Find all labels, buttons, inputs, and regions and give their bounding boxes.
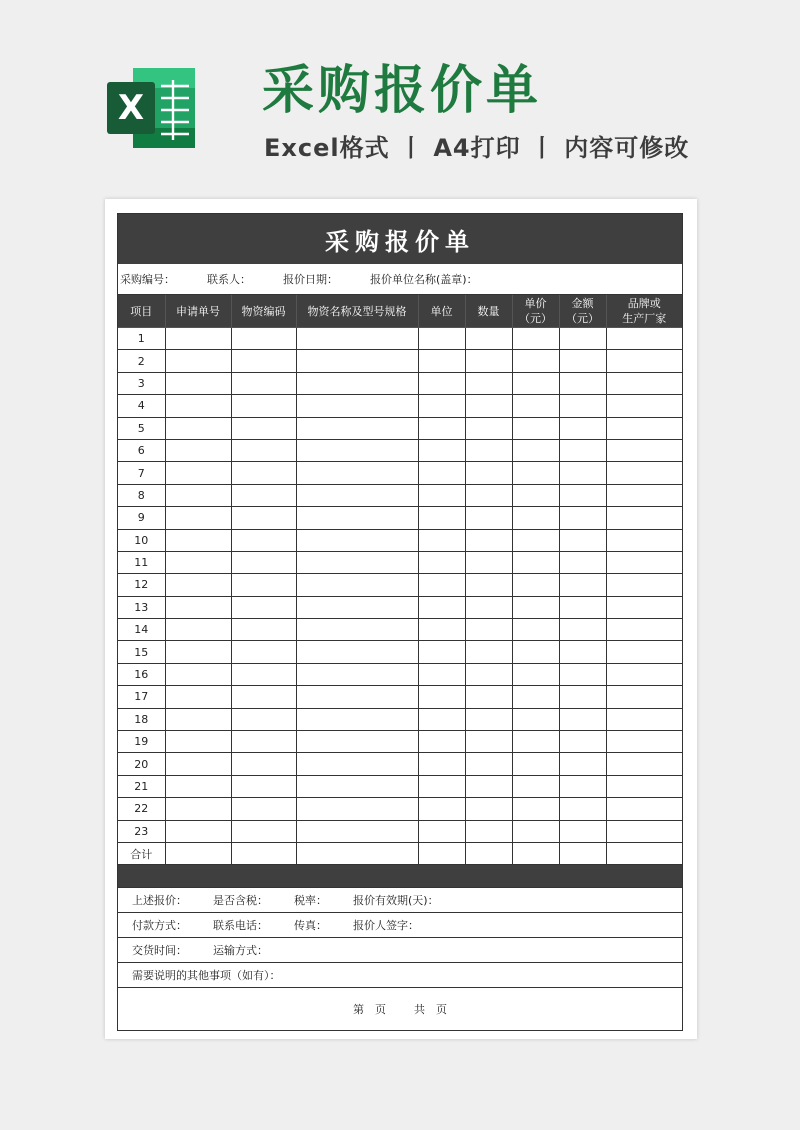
table-cell[interactable]	[418, 775, 465, 797]
table-cell[interactable]	[231, 484, 296, 506]
table-cell[interactable]	[165, 820, 231, 842]
table-row	[118, 484, 682, 506]
table-cell[interactable]	[165, 641, 231, 663]
table-cell[interactable]	[512, 439, 559, 461]
table-row	[118, 350, 682, 372]
row-number: 11	[118, 551, 165, 573]
table-cell[interactable]	[165, 417, 231, 439]
row-number: 10	[118, 529, 165, 551]
table-cell[interactable]	[231, 395, 296, 417]
column-header-line2: 生产厂家	[622, 312, 667, 325]
table-cell[interactable]	[231, 820, 296, 842]
table-cell[interactable]	[559, 775, 606, 797]
total-cell[interactable]	[512, 842, 559, 864]
table-cell[interactable]	[559, 507, 606, 529]
row-number: 20	[118, 753, 165, 775]
total-cell[interactable]	[606, 842, 682, 864]
table-cell[interactable]	[559, 798, 606, 820]
footer-field[interactable]: 联系电话：	[213, 919, 268, 933]
table-cell[interactable]	[559, 439, 606, 461]
table-cell[interactable]	[165, 507, 231, 529]
table-cell[interactable]	[231, 350, 296, 372]
page-numbers	[118, 987, 682, 1030]
quote-sheet	[117, 213, 683, 1031]
table-cell[interactable]	[296, 619, 418, 641]
table-cell[interactable]	[512, 798, 559, 820]
row-number: 12	[118, 574, 165, 596]
column-header-line1: 项目	[130, 304, 153, 318]
table-cell[interactable]	[231, 574, 296, 596]
table-cell[interactable]	[296, 395, 418, 417]
table-cell[interactable]	[606, 439, 682, 461]
table-cell[interactable]	[165, 328, 231, 350]
table-row	[118, 753, 682, 775]
table-cell[interactable]	[606, 820, 682, 842]
column-header-line1: 单价	[524, 297, 547, 310]
info-company[interactable]: 报价单位名称(盖章)：	[370, 273, 478, 286]
table-cell[interactable]	[165, 551, 231, 573]
table-cell[interactable]	[559, 708, 606, 730]
table-cell[interactable]	[231, 462, 296, 484]
table-cell[interactable]	[512, 462, 559, 484]
table-row	[118, 798, 682, 820]
table-cell[interactable]	[296, 574, 418, 596]
total-row	[118, 842, 682, 864]
table-cell[interactable]	[465, 686, 512, 708]
table-cell[interactable]	[231, 619, 296, 641]
total-cell[interactable]	[231, 842, 296, 864]
column-header	[165, 295, 231, 328]
row-number: 19	[118, 731, 165, 753]
footer-field[interactable]: 是否含税：	[213, 894, 268, 908]
page-total: 共 页	[414, 1003, 447, 1017]
table-cell[interactable]	[465, 328, 512, 350]
table-cell[interactable]	[418, 686, 465, 708]
column-header	[606, 295, 682, 328]
table-row	[118, 507, 682, 529]
table-cell[interactable]	[512, 619, 559, 641]
table-cell[interactable]	[296, 484, 418, 506]
table-cell[interactable]	[231, 596, 296, 618]
table-row	[118, 663, 682, 685]
table-cell[interactable]	[512, 328, 559, 350]
svg-text:X: X	[117, 88, 145, 128]
table-cell[interactable]	[165, 350, 231, 372]
table-cell[interactable]	[296, 462, 418, 484]
column-header-line1: 品牌或	[627, 297, 661, 310]
row-number: 17	[118, 686, 165, 708]
table-cell[interactable]	[606, 507, 682, 529]
items-table	[118, 295, 682, 865]
table-cell[interactable]	[165, 439, 231, 461]
table-cell[interactable]	[512, 596, 559, 618]
row-number: 15	[118, 641, 165, 663]
table-cell[interactable]	[512, 641, 559, 663]
total-cell[interactable]	[296, 842, 418, 864]
column-header	[512, 295, 559, 328]
table-cell[interactable]	[606, 350, 682, 372]
footer-field[interactable]: 需要说明的其他事项（如有）：	[132, 969, 281, 983]
table-cell[interactable]	[231, 798, 296, 820]
table-cell[interactable]	[231, 417, 296, 439]
table-cell[interactable]	[606, 484, 682, 506]
table-cell[interactable]	[418, 328, 465, 350]
table-row	[118, 775, 682, 797]
table-cell[interactable]	[231, 708, 296, 730]
table-cell[interactable]	[559, 350, 606, 372]
footer-field[interactable]: 付款方式：	[132, 919, 187, 933]
table-cell[interactable]	[465, 753, 512, 775]
paper	[105, 199, 697, 1039]
table-cell[interactable]	[418, 596, 465, 618]
sheet-title: 采购报价单	[118, 214, 682, 264]
table-cell[interactable]	[165, 775, 231, 797]
table-cell[interactable]	[418, 484, 465, 506]
table-cell[interactable]	[606, 551, 682, 573]
table-cell[interactable]	[418, 753, 465, 775]
table-cell[interactable]	[512, 731, 559, 753]
footer-field[interactable]: 传真：	[294, 919, 327, 933]
table-cell[interactable]	[418, 507, 465, 529]
table-cell[interactable]	[512, 775, 559, 797]
info-row	[118, 264, 682, 295]
table-cell[interactable]	[231, 775, 296, 797]
table-cell[interactable]	[296, 417, 418, 439]
table-cell[interactable]	[296, 663, 418, 685]
table-cell[interactable]	[165, 798, 231, 820]
footer-field[interactable]: 上述报价：	[132, 894, 187, 908]
table-cell[interactable]	[465, 708, 512, 730]
table-cell[interactable]	[512, 417, 559, 439]
table-cell[interactable]	[606, 686, 682, 708]
table-cell[interactable]	[465, 574, 512, 596]
table-cell[interactable]	[296, 328, 418, 350]
table-cell[interactable]	[465, 395, 512, 417]
table-cell[interactable]	[165, 574, 231, 596]
table-cell[interactable]	[231, 686, 296, 708]
table-cell[interactable]	[465, 775, 512, 797]
row-number: 14	[118, 619, 165, 641]
table-cell[interactable]	[231, 753, 296, 775]
table-cell[interactable]	[465, 641, 512, 663]
table-cell[interactable]	[418, 574, 465, 596]
column-header-line2: （元）	[519, 312, 552, 325]
row-number: 7	[118, 462, 165, 484]
row-number: 23	[118, 820, 165, 842]
table-cell[interactable]	[559, 596, 606, 618]
table-cell[interactable]	[606, 663, 682, 685]
table-row	[118, 417, 682, 439]
table-cell[interactable]	[165, 395, 231, 417]
table-cell[interactable]	[512, 753, 559, 775]
table-cell[interactable]	[296, 529, 418, 551]
table-cell[interactable]	[296, 596, 418, 618]
footer-row	[118, 887, 682, 912]
table-cell[interactable]	[231, 731, 296, 753]
table-cell[interactable]	[231, 328, 296, 350]
table-cell[interactable]	[296, 798, 418, 820]
table-cell[interactable]	[512, 686, 559, 708]
footer-row	[118, 912, 682, 937]
table-cell[interactable]	[165, 708, 231, 730]
column-header	[418, 295, 465, 328]
table-cell[interactable]	[296, 820, 418, 842]
total-cell[interactable]	[465, 842, 512, 864]
table-cell[interactable]	[165, 462, 231, 484]
table-cell[interactable]	[465, 731, 512, 753]
footer-field[interactable]: 税率：	[294, 894, 327, 908]
column-header	[296, 295, 418, 328]
table-cell[interactable]	[418, 439, 465, 461]
info-contact[interactable]: 联系人：	[207, 273, 251, 286]
row-number: 6	[118, 439, 165, 461]
table-cell[interactable]	[231, 663, 296, 685]
table-cell[interactable]	[559, 372, 606, 394]
table-cell[interactable]	[296, 350, 418, 372]
column-header-line1: 物资编码	[241, 304, 286, 318]
table-cell[interactable]	[606, 462, 682, 484]
table-cell[interactable]	[165, 596, 231, 618]
column-header	[559, 295, 606, 328]
table-cell[interactable]	[606, 574, 682, 596]
page-current: 第 页	[353, 1003, 386, 1017]
info-purchase-no[interactable]: 采购编号：	[120, 273, 175, 286]
table-header	[118, 295, 682, 328]
table-cell[interactable]	[559, 328, 606, 350]
table-cell[interactable]	[418, 372, 465, 394]
table-cell[interactable]	[559, 686, 606, 708]
table-cell[interactable]	[465, 820, 512, 842]
table-cell[interactable]	[606, 798, 682, 820]
column-header-line2: （元）	[566, 312, 599, 325]
table-row	[118, 619, 682, 641]
table-cell[interactable]	[465, 462, 512, 484]
table-cell[interactable]	[606, 417, 682, 439]
total-cell[interactable]	[559, 842, 606, 864]
table-cell[interactable]	[559, 395, 606, 417]
table-cell[interactable]	[559, 753, 606, 775]
excel-icon	[103, 58, 203, 158]
table-row	[118, 708, 682, 730]
table-cell[interactable]	[512, 372, 559, 394]
table-cell[interactable]	[418, 798, 465, 820]
table-cell[interactable]	[165, 372, 231, 394]
table-cell[interactable]	[606, 372, 682, 394]
column-header	[118, 295, 165, 328]
table-row	[118, 395, 682, 417]
table-cell[interactable]	[165, 619, 231, 641]
table-cell[interactable]	[418, 462, 465, 484]
table-cell[interactable]	[418, 350, 465, 372]
table-cell[interactable]	[296, 372, 418, 394]
table-cell[interactable]	[418, 641, 465, 663]
table-cell[interactable]	[606, 731, 682, 753]
table-cell[interactable]	[231, 439, 296, 461]
column-header	[465, 295, 512, 328]
table-row	[118, 641, 682, 663]
table-cell[interactable]	[559, 663, 606, 685]
table-row	[118, 462, 682, 484]
table-row	[118, 574, 682, 596]
total-cell[interactable]	[418, 842, 465, 864]
row-number: 5	[118, 417, 165, 439]
table-cell[interactable]	[606, 395, 682, 417]
column-header-line1: 申请单号	[176, 304, 220, 318]
table-cell[interactable]	[418, 708, 465, 730]
table-cell[interactable]	[512, 820, 559, 842]
banner-subtitle: Excel格式 丨 A4打印 丨 内容可修改	[264, 134, 690, 162]
table-cell[interactable]	[418, 529, 465, 551]
table-cell[interactable]	[606, 775, 682, 797]
footer-row	[118, 962, 682, 987]
table-cell[interactable]	[512, 708, 559, 730]
table-row	[118, 529, 682, 551]
banner-title: 采购报价单	[262, 61, 543, 121]
table-cell[interactable]	[296, 551, 418, 573]
table-cell[interactable]	[606, 596, 682, 618]
column-header	[231, 295, 296, 328]
dark-band	[118, 865, 682, 887]
table-cell[interactable]	[512, 507, 559, 529]
row-number: 2	[118, 350, 165, 372]
table-cell[interactable]	[165, 484, 231, 506]
row-number: 18	[118, 708, 165, 730]
table-cell[interactable]	[559, 820, 606, 842]
table-row	[118, 551, 682, 573]
row-number: 13	[118, 596, 165, 618]
table-cell[interactable]	[418, 820, 465, 842]
table-cell[interactable]	[165, 663, 231, 685]
table-cell[interactable]	[512, 529, 559, 551]
table-cell[interactable]	[465, 529, 512, 551]
table-cell[interactable]	[559, 551, 606, 573]
row-number: 9	[118, 507, 165, 529]
table-row	[118, 820, 682, 842]
table-cell[interactable]	[559, 574, 606, 596]
table-cell[interactable]	[465, 596, 512, 618]
table-cell[interactable]	[559, 417, 606, 439]
row-number: 4	[118, 395, 165, 417]
table-cell[interactable]	[559, 462, 606, 484]
column-header-line1: 单位	[430, 304, 453, 318]
table-row	[118, 686, 682, 708]
table-row	[118, 596, 682, 618]
table-cell[interactable]	[418, 663, 465, 685]
table-cell[interactable]	[231, 372, 296, 394]
table-cell[interactable]	[512, 350, 559, 372]
banner	[0, 0, 800, 190]
total-cell[interactable]	[165, 842, 231, 864]
total-label: 合计	[118, 842, 165, 864]
footer-field[interactable]: 交货时间：	[132, 944, 187, 958]
table-cell[interactable]	[512, 484, 559, 506]
table-cell[interactable]	[418, 551, 465, 573]
footer-field[interactable]: 报价有效期(天)：	[353, 894, 439, 908]
column-header-line1: 物资名称及型号规格	[307, 304, 407, 318]
table-cell[interactable]	[606, 619, 682, 641]
table-cell[interactable]	[465, 619, 512, 641]
table-cell[interactable]	[231, 507, 296, 529]
info-quote-date[interactable]: 报价日期：	[283, 273, 338, 286]
table-cell[interactable]	[559, 619, 606, 641]
table-cell[interactable]	[606, 753, 682, 775]
column-header-line1: 数量	[477, 304, 500, 318]
table-cell[interactable]	[165, 686, 231, 708]
table-cell[interactable]	[559, 529, 606, 551]
table-cell[interactable]	[231, 529, 296, 551]
table-cell[interactable]	[606, 529, 682, 551]
table-cell[interactable]	[465, 439, 512, 461]
row-number: 1	[118, 328, 165, 350]
row-number: 8	[118, 484, 165, 506]
table-row	[118, 731, 682, 753]
footer-row	[118, 937, 682, 962]
table-cell[interactable]	[296, 507, 418, 529]
table-cell[interactable]	[606, 641, 682, 663]
row-number: 16	[118, 663, 165, 685]
table-row	[118, 328, 682, 350]
table-cell[interactable]	[512, 663, 559, 685]
table-cell[interactable]	[296, 731, 418, 753]
row-number: 21	[118, 775, 165, 797]
footer-field[interactable]: 运输方式：	[213, 944, 268, 958]
table-cell[interactable]	[465, 417, 512, 439]
table-cell[interactable]	[165, 529, 231, 551]
table-cell[interactable]	[465, 663, 512, 685]
table-cell[interactable]	[512, 395, 559, 417]
table-cell[interactable]	[512, 574, 559, 596]
table-cell[interactable]	[418, 417, 465, 439]
table-cell[interactable]	[296, 686, 418, 708]
table-cell[interactable]	[559, 731, 606, 753]
table-cell[interactable]	[418, 619, 465, 641]
table-cell[interactable]	[296, 753, 418, 775]
table-cell[interactable]	[296, 439, 418, 461]
column-header-line1: 金额	[571, 297, 594, 310]
table-row	[118, 372, 682, 394]
table-cell[interactable]	[231, 551, 296, 573]
table-cell[interactable]	[465, 507, 512, 529]
table-cell[interactable]	[606, 328, 682, 350]
row-number: 22	[118, 798, 165, 820]
table-cell[interactable]	[296, 775, 418, 797]
table-cell[interactable]	[296, 708, 418, 730]
footer-field[interactable]: 报价人签字：	[353, 919, 419, 933]
table-cell[interactable]	[559, 641, 606, 663]
table-cell[interactable]	[296, 641, 418, 663]
table-cell[interactable]	[418, 395, 465, 417]
table-cell[interactable]	[465, 484, 512, 506]
table-cell[interactable]	[165, 753, 231, 775]
table-cell[interactable]	[606, 708, 682, 730]
table-cell[interactable]	[165, 731, 231, 753]
table-cell[interactable]	[465, 350, 512, 372]
table-cell[interactable]	[559, 484, 606, 506]
table-cell[interactable]	[418, 731, 465, 753]
table-cell[interactable]	[465, 798, 512, 820]
table-cell[interactable]	[512, 551, 559, 573]
table-row	[118, 439, 682, 461]
table-cell[interactable]	[465, 551, 512, 573]
table-cell[interactable]	[465, 372, 512, 394]
row-number: 3	[118, 372, 165, 394]
table-cell[interactable]	[231, 641, 296, 663]
